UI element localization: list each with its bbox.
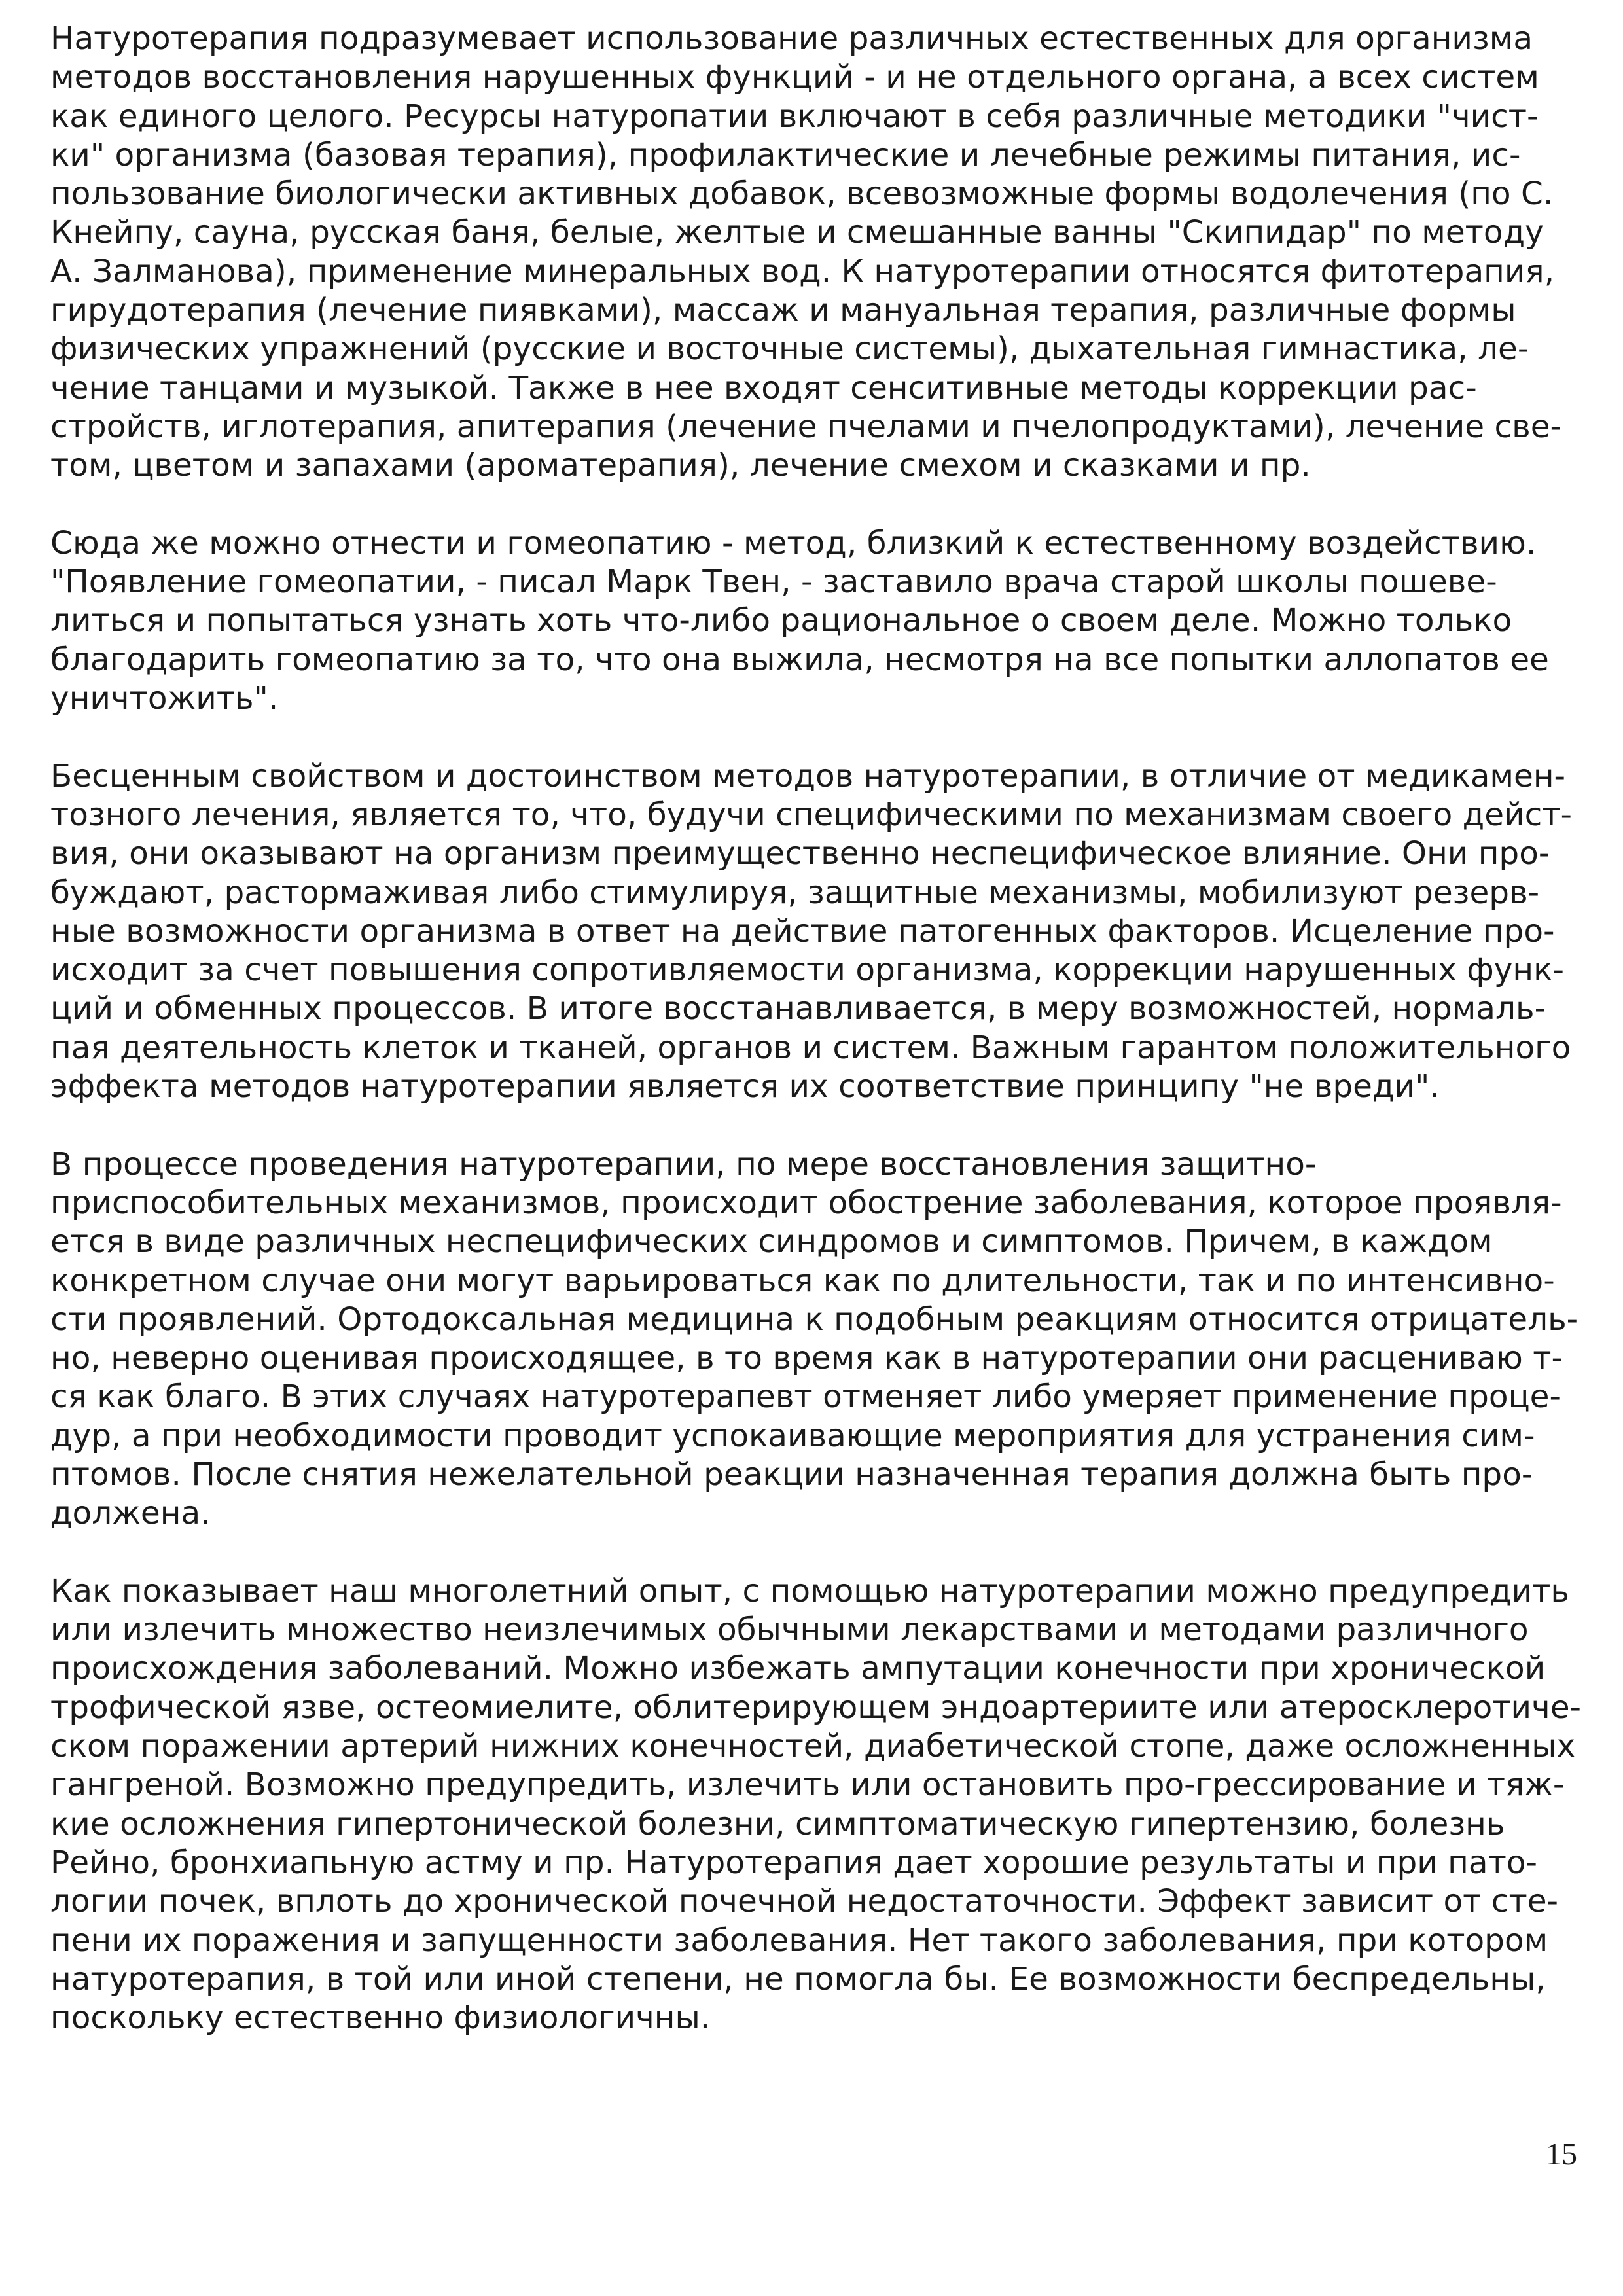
- text-line: исходит за счет повышения сопротивляемости организма, коррекции нарушенных функ-: [50, 952, 1564, 989]
- text-line: ки" организма (базовая терапия), профилактические и лечебные режимы питания, ис-: [50, 136, 1521, 173]
- text-line: натуротерапия, в той или иной степени, не помогла бы. Ее возможности беспредельны,: [50, 1960, 1546, 1998]
- text-line: Натуротерапия подразумевает использование различных естественных для организма: [50, 20, 1533, 57]
- text-line: ные возможности организма в ответ на действие патогенных факторов. Исцеление про-: [50, 912, 1555, 950]
- text-line: логии почек, вплоть до хронической почечной недостаточности. Эффект зависит от сте-: [50, 1883, 1559, 1920]
- text-line: пользование биологически активных добавок, всевозможные формы водолечения (по С.: [50, 175, 1554, 213]
- paragraph-gap: [50, 1534, 1578, 1572]
- text-line: дур, а при необходимости проводит успокаивающие мероприятия для устранения сим-: [50, 1417, 1535, 1454]
- text-line: физических упражнений (русские и восточные системы), дыхательная гимнастика, ле-: [50, 331, 1529, 368]
- text-line: "Появление гомеопатии, - писал Марк Твен, - заставило врача старой школы пошеве-: [50, 564, 1497, 601]
- text-line: происхождения заболеваний. Можно избежать ампутации конечности при хронической: [50, 1650, 1546, 1687]
- text-line: но, неверно оценивая происходящее, в то время как в натуротерапии они расцениваю т-: [50, 1340, 1563, 1377]
- text-line: методов восстановления нарушенных функций - и не отдельного органа, а всех систем: [50, 59, 1539, 96]
- text-line: ся как благо. В этих случаях натуротерапевт отменяет либо умеряет применение проце-: [50, 1378, 1561, 1416]
- paragraph: [50, 524, 1578, 718]
- text-line: буждают, растормаживая либо стимулируя, защитные механизмы, мобилизуют резерв-: [50, 874, 1540, 911]
- text-line: конкретном случае они могут варьироваться как по длительности, так и по интенсивно-: [50, 1262, 1555, 1299]
- paragraph-gap: [50, 1106, 1578, 1145]
- text-line: эффекта методов натуротерапии является их соответствие принципу "не вреди".: [50, 1068, 1440, 1105]
- paragraph: [50, 757, 1578, 1107]
- page-number: 15: [1546, 2137, 1577, 2172]
- text-line: пени их поражения и запущенности заболевания. Нет такого заболевания, при котором: [50, 1922, 1548, 1959]
- text-line: или излечить множество неизлечимых обычными лекарствами и методами различного: [50, 1611, 1529, 1649]
- text-line: птомов. После снятия нежелательной реакции назначенная терапия должна быть про-: [50, 1456, 1533, 1493]
- text-line: гангреной. Возможно предупредить, излечить или остановить про-грессирование и тяж-: [50, 1767, 1565, 1804]
- paragraph: [50, 1572, 1582, 2038]
- text-line: том, цветом и запахами (ароматерапия), лечение смехом и сказками и пр.: [50, 447, 1311, 484]
- text-line: как единого целого. Ресурсы натуропатии включают в себя различные методики "чист-: [50, 98, 1539, 135]
- text-line: Бесценным свойством и достоинством методов натуротерапии, в отличие от медикамен-: [50, 757, 1566, 795]
- text-line: А. Залманова), применение минеральных вод. К натуротерапии относятся фитотерапия,: [50, 253, 1554, 290]
- paragraph: [50, 20, 1578, 486]
- text-line: стройств, иглотерапия, апитерапия (лечение пчелами и пчелопродуктами), лечение све-: [50, 408, 1562, 445]
- text-line: поскольку естественно физиологичны.: [50, 2000, 711, 2037]
- body-text: [50, 20, 1582, 2037]
- text-line: уничтожить".: [50, 680, 279, 717]
- text-line: Кнейпу, сауна, русская баня, белые, желтые и смешанные ванны "Скипидар" по методу: [50, 214, 1544, 251]
- paragraph-gap: [50, 718, 1578, 757]
- text-line: пая деятельность клеток и тканей, органов и систем. Важным гарантом положительного: [50, 1029, 1571, 1066]
- text-line: гирудотерапия (лечение пиявками), массаж и мануальная терапия, различные формы: [50, 292, 1516, 329]
- text-line: вия, они оказывают на организм преимущественно неспецифическое влияние. Они про-: [50, 835, 1550, 872]
- text-line: В процессе проведения натуротерапии, по мере восстановления защитно-: [50, 1145, 1317, 1183]
- text-line: должена.: [50, 1495, 211, 1532]
- text-line: Как показывает наш многолетний опыт, с помощью натуротерапии можно предупредить: [50, 1572, 1569, 1609]
- text-line: ций и обменных процессов. В итоге восстанавливается, в меру возможностей, нормаль-: [50, 990, 1546, 1028]
- text-line: чение танцами и музыкой. Также в нее входят сенситивные методы коррекции рас-: [50, 369, 1477, 406]
- paragraph: [50, 1145, 1578, 1534]
- text-line: благодарить гомеопатию за то, что она выжила, несмотря на все попытки аллопатов ее: [50, 641, 1549, 678]
- text-line: приспособительных механизмов, происходит обострение заболевания, которое проявля-: [50, 1184, 1562, 1221]
- text-line: сти проявлений. Ортодоксальная медицина к подобным реакциям относится отрицатель-: [50, 1300, 1578, 1338]
- text-line: кие осложнения гипертонической болезни, симптоматическую гипертензию, болезнь: [50, 1805, 1505, 1842]
- text-line: ется в виде различных неспецифических синдромов и симптомов. Причем, в каждом: [50, 1223, 1493, 1261]
- text-line: тозного лечения, является то, что, будучи специфическими по механизмам своего дейст-: [50, 796, 1572, 833]
- text-line: трофической язве, остеомиелите, облитерирующем эндоартериите или атеросклеротиче-: [50, 1689, 1582, 1726]
- paragraph-gap: [50, 486, 1578, 524]
- text-line: литься и попытаться узнать хоть что-либо рациональное о своем деле. Можно только: [50, 602, 1512, 639]
- text-line: Сюда же можно отнести и гомеопатию - метод, близкий к естественному воздействию.: [50, 524, 1537, 562]
- text-line: ском поражении артерий нижних конечностей, диабетической стопе, даже осложненных: [50, 1728, 1576, 1765]
- text-line: Рейно, бронхиапьную астму и пр. Натуротерапия дает хорошие результаты и при пато-: [50, 1844, 1538, 1881]
